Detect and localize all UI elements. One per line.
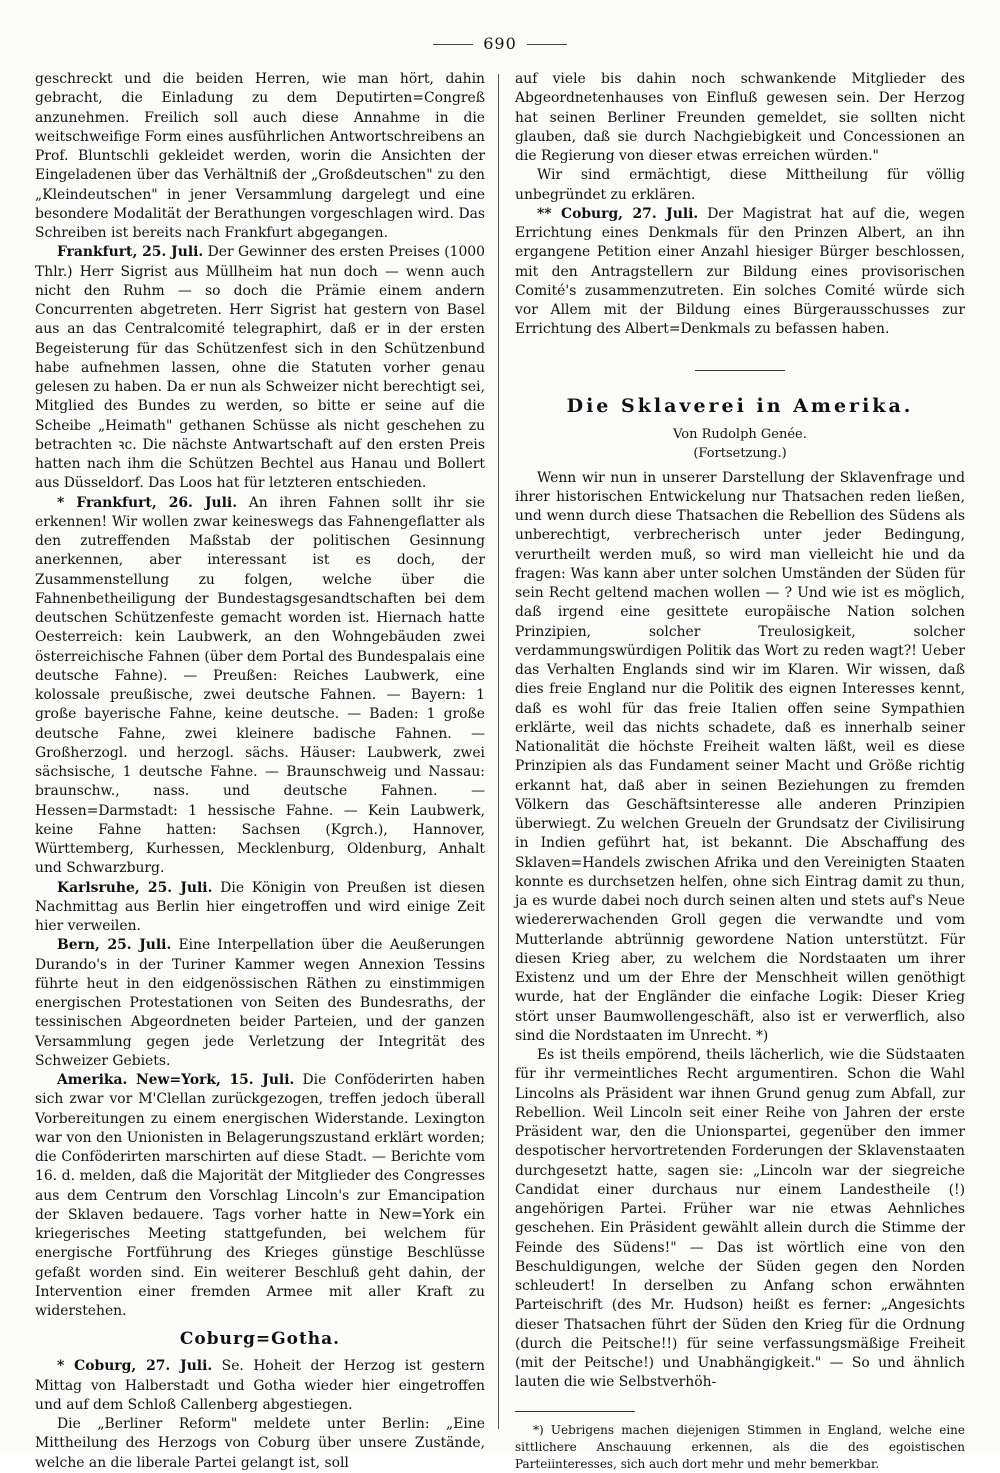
column-rule [498,74,499,1429]
section-title: Die Sklaverei in Amerika. [566,394,914,417]
dateline: ** Coburg, 27. Juli. [537,205,699,222]
article-body: Die Conföderirten haben sich zwar vor M'Clellan zurückgezogen, treffen jedoch überall Vorbereitungen zu einem energischen Widerstande. Lexington war von den Unionisten in Belagerungszustand erklärt worden; die Conföderirten marschirten auf diese Stadt. — Berichte vom 16. d. melden, daß die Majorität der Mitglieder des Congresses aus dem Centrum den Vorschlag Lincoln's zur Emancipation der Sklaven bedauere. Tags vorher hatte in New=York ein kriegerisches Meeting stattgefunden, bei welchem für energische Fortführung des Krieges günstige Beschlüsse gefaßt worden sind. Ein weiterer Beschluß geht dahin, der Intervention einer fremden Armee mit aller Kraft zu widerstehen. [35,1072,485,1319]
left-column [35,70,485,1471]
dateline: Frankfurt, 25. Juli. [57,244,204,261]
essay-paragraph: Wenn wir nun in unserer Darstellung der Sklavenfrage und ihrer historischen Entwickelung nur Thatsachen reden ließen, und wenn durch diese Thatsachen die Rebellion des Südens als unberechtigt, verbrecherisch unter jeder Bedingung, verurtheilt werden muß, so wird man vielleicht hie und da fragen: Was kann aber unter solchen Umständen der Süden für sein Recht geltend machen wollen — ? Und wie ist es möglich, daß irgend eine gesittete europäische Nation solchen Prinzipien, solcher Treulosigkeit, solcher verdammungswürdigen Politik das Wort zu reden wagt?! Ueber das Verhalten Englands sind wir im Klaren. Wir wissen, daß dies freie England nur die Politik des eignen Interesses kennt, daß es wohl für das freie Italien offen seine Sympathien erklärte, weil das nichts schadete, daß es innerhalb seiner Nationalität die höchste Freiheit walten läßt, weil es diese Prinzipien als das Fundament seiner Macht und Größe richtig erkannt hat, daß aber in seinen Beziehungen zu fremden Völkern das Geschäftsinteresse alle anderen Prinzipien überwiegt. Zu welchen Greueln der Grundsatz der Civilisirung in Indien geführt hat, ist bekannt. Die Abschaffung des Sklaven=Handels zwischen Afrika und den Vereinigten Staaten konnte es durchsetzen helfen, ohne sich Eintrag damit zu thun, ja es wurde dabei noch durch seinen alten und stets auf's Neue wiedererwachenden Groll gegen die verwandte und vom Mutterlande abtrünnig gewordene Nation unterstützt. Für diesen Krieg aber, zu welchem die Nordstaaten um ihrer Existenz und um der Ehre der Menschheit willen genöthigt wurde, hat der Engländer die einfache Logik: Dieser Krieg stört unser Baumwollengeschäft, also ist er verwerflich, also sind die Nordstaaten im Unrecht. *) [515,469,965,1044]
footnote-rule [515,1411,635,1412]
byline: Von Rudolph Genée. [673,426,807,442]
article-karlsruhe [35,879,485,937]
article-frankfurt-25 [35,243,485,493]
continuation-note: (Fortsetzung.) [693,445,787,461]
article-coburg-27 [35,1357,485,1415]
right-column [515,70,965,1471]
dateline: Amerika. New=York, 15. Juli. [57,1072,295,1088]
article-statement: Wir sind ermächtigt, diese Mittheilung für völlig unbegründet zu erklären. [515,167,965,203]
dateline: * Frankfurt, 26. Juli. [57,494,238,511]
article-body: Se. Hoheit der Herzog ist gestern Mittag von Halberstadt und Gotha wieder hier eingetroffen und auf dem Schloß Callenberg abgestiegen. [35,1358,485,1413]
article-body: An ihren Fahnen sollt ihr sie erkennen! Wir wollen zwar keineswegs das Fahnengeflatter als den zutreffenden Maßstab der politischen Gesinnung anerkennen, aber interessant ist es doch, der Zusammenstellung zu folgen, welche über die Fahnenbetheiligung der Bundestagsgesandtschaften bei dem deutschen Schützenfeste gemacht worden ist. Hiernach hatte Oesterreich: kein Laubwerk, an den Wohngebäuden zwei österreichische Fahnen (über dem Portal des Bundespalais eine deutsche Fahne). — Preußen: Reiches Laubwerk, eine kolossale preußische, zwei deutsche Fahnen. — Bayern: 1 große bayerische Fahne, keine deutsche. — Baden: 1 große deutsche Fahne, zwei kleinere badische Fahnen. — Großherzogl. und herzogl. sächs. Häuser: Laubwerk, zwei sächsische, 1 deutsche Fahne. — Braunschweig und Nassau: braunschw., nass. und deutsche Fahnen. — Hessen=Darmstadt: 1 hessische Fahne. — Kein Laubwerk, keine Fahne hatten: Sachsen (Kgrch.), Hannover, Württemberg, Kurhessen, Mecklenburg, Oldenburg, Anhalt und Schwarzburg. [35,494,485,877]
essay-paragraph: Es ist theils empörend, theils lächerlich, wie die Südstaaten für ihr vermeintliches Recht argumentiren. Schon die Wahl Lincolns als Präsident war ihnen Grund genug zum Abfall, zur Rebellion. Weil Lincoln seit einer Reihe von Jahren der erste Präsident war, den die Unionspartei, gegenüber den immer despotischer hervortretenden Forderungen der Sklavenstaaten durchgesetzt hatte, sagen sie: „Lincoln war der siegreiche Candidat einer durchaus nur einem Landestheile (!) angehörigen Partei. Früher war nie etwas Aehnliches geschehen. Ein Präsident gewählt allein durch die Stimme der Feinde des Südens!" — Das ist wörtlich eine von den Beschuldigungen, welche der Süden gegen den Norden schleudert! In derselben zu Anfang schon erwähnten Parteischrift (des Mr. Hudson) heißt es ferner: „Angesichts dieser Thatsachen führt der Süden den Krieg für die Ordnung (durch die Peitsche!!) für seine verfassungsmäßige Freiheit (mit der Peitsche!) und Unabhängigkeit." — So und ähnlich lauten die wie Selbstverhöh- [515,1047,965,1391]
article-body: Der Gewinner des ersten Preises (1000 Thlr.) Herr Sigrist aus Müllheim hat nun doch — wenn auch nicht den Ruhm — so doch die Prämie einem andern Concurrenten abgetreten. Herr Sigrist hat gestern von Basel aus an das Centralcomité telegraphirt, daß er in der ersten Begeisterung für das Schützenfest sich in den Schützenbund habe aufnehmen lassen, ohne die Statuten vorher genau gelesen zu haben. Da er nun als Schweizer nicht berechtigt sei, Mitglied des Bundes zu werden, so bitte er seine auf die Scheibe „Heimath" gethanen Schüsse als nicht geschehen zu betrachten ꝛc. Die nächste Antwartschaft auf den ersten Preis hatten nach ihm die Schützen Bechtel aus Hanau und Bollert aus Düsseldorf. Das Loos hat für letzteren entschieden. [35,244,485,492]
footnote: *) Uebrigens machen diejenigen Stimmen in England, welche eine sittlichere Anschauung erkennen, als die des egoistischen Parteiinteresses, sich auch dort mehr und mehr bemerkbar. [515,1422,965,1471]
dateline: Karlsruhe, 25. Juli. [57,879,213,896]
article-new-york [35,1071,485,1321]
dateline: * Coburg, 27. Juli. [57,1358,213,1375]
article-continuation: auf viele bis dahin noch schwankende Mitglieder des Abgeordnetenhauses von Einfluß gewesen sein. Der Herzog hat seinen Berliner Freunden gemeldet, sie sollten nicht glauben, daß sie durch Nachgiebigkeit und Concessionen an die Regierung von dieser etwas erreichen würden." [515,71,965,164]
article-bern [35,936,485,1071]
dateline: Bern, 25. Juli. [57,937,172,954]
article-body: Eine Interpellation über die Aeußerungen Durando's in der Turiner Kammer wegen Annexion Tessins führte heut in den eidgenössischen Räthen zu einstimmigen energischen Protestationen von Seiten des Bundesraths, der tessinischen Abgeordneten beider Parteien, und der ganzen Versammlung gegen jede Verletzung der Integrität des Schweizer Gebiets. [35,937,485,1069]
article-body: Die Königin von Preußen ist diesen Nachmittag aus Berlin hier eingetroffen und wird einige Zeit hier verweilen. [35,879,485,934]
article-continuation: geschreckt und die beiden Herren, wie man hört, dahin gebracht, die Einladung zu dem Deputirten=Congreß anzunehmen. Freilich soll auch diese Annahme in die weitschweifige Form eines ausführlichen Antwortschreibens an Prof. Bluntschli gekleidet werden, worin die Ansichten der Eingeladenen über das Verhältniß der „Großdeutschen" zu den „Kleindeutschen" in jener Versammlung dargelegt und eine besondere Modalität der Berathungen vorgeschlagen wird. Das Schreiben ist bereits nach Frankfurt abgegangen. [35,71,485,241]
article-berliner-reform: Die „Berliner Reform" meldete unter Berlin: „Eine Mittheilung des Herzogs von Coburg über unsere Zustände, welche an die liberale Partei gelangt ist, soll [35,1416,485,1471]
article-frankfurt-26 [35,494,485,879]
article-body: Der Magistrat hat auf die, wegen Errichtung eines Denkmals für den Prinzen Albert, an ihn ergangene Petition einer Anzahl hiesiger Bürger beschlossen, mit den Antragstellern zur Bildung eines provisorischen Comité's zusammenzutreten. Ein solches Comité würde sich vor Allem mit der Bildung eines Bürgerausschusses zur Errichtung des Albert=Denkmals zu befassen haben. [515,205,965,338]
article-coburg-denkmal [515,205,965,340]
section-heading-coburg-gotha: Coburg=Gotha. [179,1329,341,1350]
section-divider [695,370,785,371]
page-number: 690 [0,34,1000,53]
